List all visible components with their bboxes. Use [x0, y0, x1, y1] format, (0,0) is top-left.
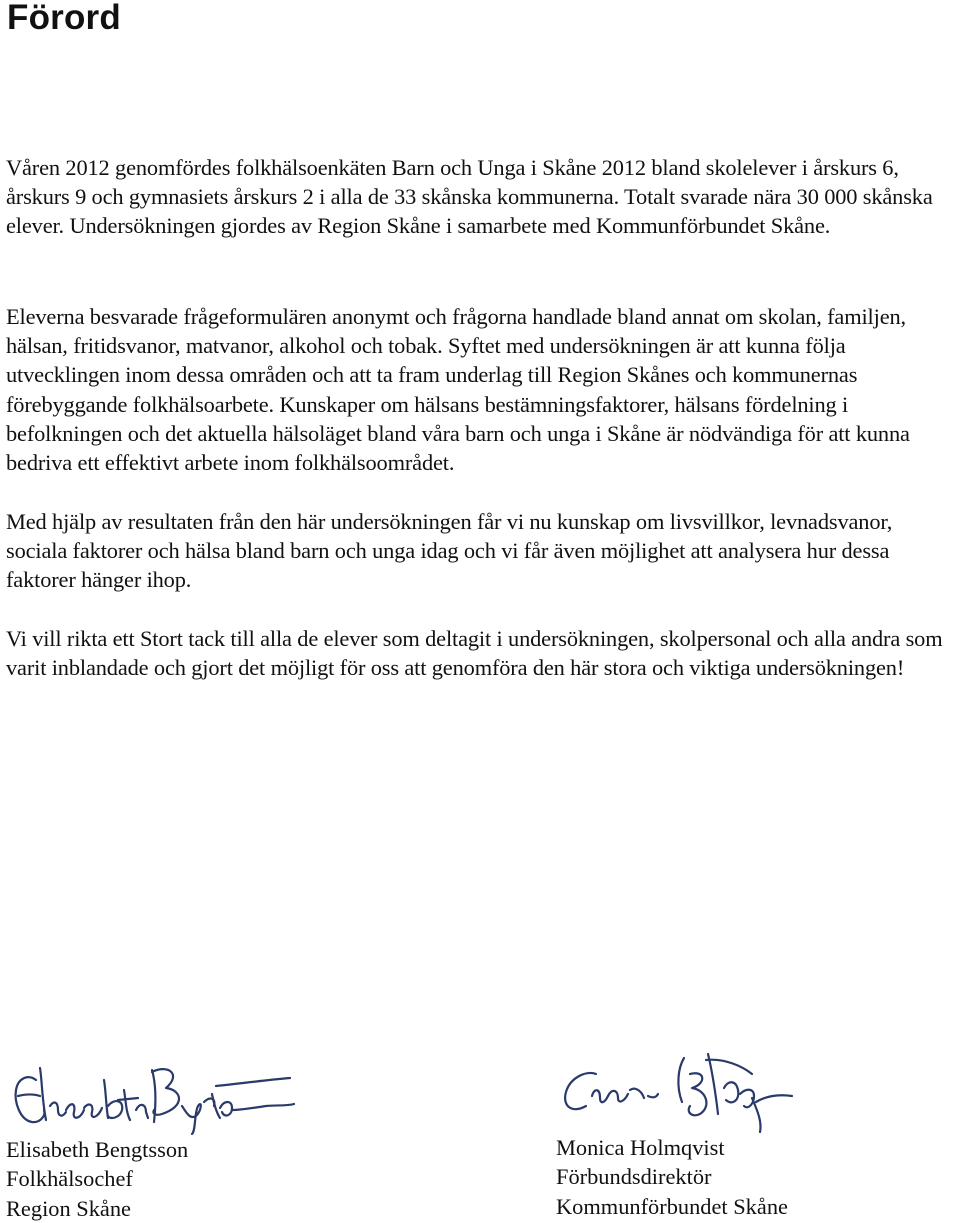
signature-block-left: [6, 1050, 366, 1223]
signatory-role: Folkhälsochef: [6, 1166, 133, 1192]
signatory-organization: Kommunförbundet Skåne: [556, 1193, 788, 1219]
signatory-name: Monica Holmqvist: [556, 1135, 725, 1160]
paragraph-thanks: Vi vill rikta ett Stort tack till alla de elever som deltagit i undersökningen, skolpersonal och alla andra som varit inblandade och gjort det möjligt för oss att genomföra den här stora och viktiga undersökningen!: [6, 626, 943, 681]
signatory-role: Förbundsdirektör: [556, 1164, 712, 1190]
signatory-organization: Region Skåne: [6, 1195, 131, 1221]
signature-monica-holmqvist: [556, 1040, 796, 1133]
paragraph-intro: Våren 2012 genomfördes folkhälsoenkäten Barn och Unga i Skåne 2012 bland skolelever i årskurs 6, årskurs 9 och gymnasiets årskurs 2 i alla de 33 skånska kommunerna. Totalt svarade nära 30 000 skånska elever. Undersökningen gjordes av Region Skåne i samarbete med Kommunförbundet Skåne.: [6, 155, 933, 239]
signature-block-right: [556, 1040, 956, 1221]
signatory-name: Elisabeth Bengtsson: [6, 1137, 189, 1162]
paragraph-purpose: Eleverna besvarade frågeformulären anonymt och frågorna handlade bland annat om skolan, familjen, hälsan, fritidsvanor, matvanor, alkohol och tobak. Syftet med undersökningen är att kunna följa utvecklingen inom dessa områden och att ta fram underlag till Region Skånes och kommunernas förebyggande folkhälsoarbete. Kunskaper om hälsans bestämningsfaktorer, hälsans fördelning i befolkningen och det aktuella hälsoläget bland våra barn och unga i Skåne är nödvändiga för att kunna bedriva ett effektivt arbete inom folkhälsoområdet.: [6, 304, 910, 476]
signature-elisabeth-bengtsson: [6, 1050, 296, 1135]
page-title: Förord: [7, 0, 121, 37]
paragraph-results: Med hjälp av resultaten från den här undersökningen får vi nu kunskap om livsvillkor, levnadsvanor, sociala faktorer och hälsa bland barn och unga idag och vi får även möjlighet att analysera hur dessa faktorer hänger ihop.: [6, 509, 893, 593]
